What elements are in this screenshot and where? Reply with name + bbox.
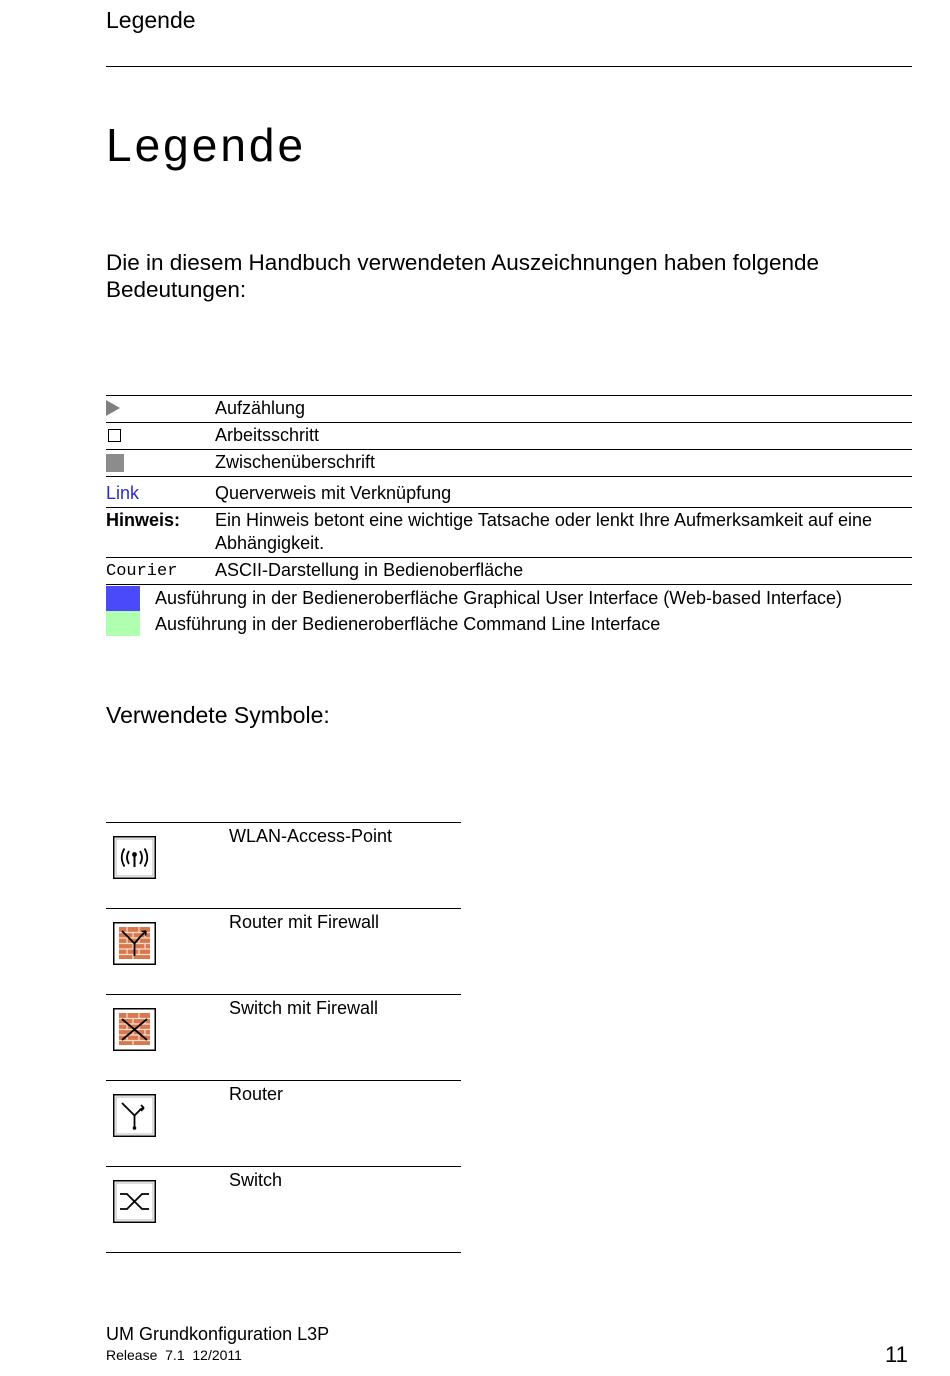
symbol-label: Router: [229, 1084, 284, 1104]
legend-row-bullet: [106, 395, 912, 422]
legend-desc: Ein Hinweis betont eine wichtige Tatsache oder lenkt Ihre Aufmerksamkeit auf eine Abhängigkeit.: [215, 510, 873, 553]
symbol-row: [106, 994, 461, 1080]
legend-desc: Querverweis mit Verknüpfung: [215, 483, 452, 503]
legend-desc: Ausführung in der Bedieneroberfläche Graphical User Interface (Web-based Interface): [155, 588, 843, 608]
legend-key-link[interactable]: Link: [106, 483, 140, 503]
intro-text: Die in diesem Handbuch verwendeten Auszeichnungen haben folgende Bedeutungen:: [106, 250, 820, 302]
wlan-access-point-icon: [113, 836, 156, 879]
symbol-label: Switch: [229, 1170, 283, 1190]
switch-firewall-icon: [113, 1008, 156, 1051]
legend-row-link: [106, 476, 912, 507]
footer-release: Release 7.1 12/2011: [106, 1347, 242, 1363]
page-number: 11: [885, 1342, 908, 1367]
router-icon: [113, 1094, 156, 1137]
gui-color-swatch: [106, 586, 140, 611]
legend-row-step: [106, 422, 912, 449]
symbols-table: [106, 822, 461, 1253]
footer-title: UM Grundkonfiguration L3P: [106, 1324, 330, 1344]
page-title: Legende: [106, 119, 307, 171]
legend-desc: Aufzählung: [215, 398, 306, 418]
symbol-label: Router mit Firewall: [229, 912, 380, 932]
legend-desc: Arbeitsschritt: [215, 425, 320, 445]
legend-desc: Zwischenüberschrift: [215, 452, 376, 472]
legend-key-courier: Courier: [106, 562, 178, 581]
legend-desc: ASCII-Darstellung in Bedienoberfläche: [215, 560, 524, 580]
switch-icon: [113, 1180, 156, 1223]
symbol-label: WLAN-Access-Point: [229, 826, 393, 846]
legend-row-subheading: [106, 449, 912, 476]
legend-row-cli: [106, 611, 912, 637]
gray-square-icon: [106, 454, 124, 472]
symbol-row: [106, 908, 461, 994]
symbol-row: [106, 1080, 461, 1166]
legend-desc: Ausführung in der Bedieneroberfläche Command Line Interface: [155, 614, 661, 634]
legend-row-courier: [106, 557, 912, 584]
legend-row-note: [106, 507, 912, 557]
symbol-label: Switch mit Firewall: [229, 998, 379, 1018]
symbol-row: [106, 1166, 461, 1253]
router-firewall-icon: [113, 922, 156, 965]
symbols-heading: Verwendete Symbole:: [106, 702, 330, 728]
cli-color-swatch: [106, 611, 140, 636]
running-header: Legende: [106, 7, 196, 33]
header-rule: [106, 66, 912, 67]
legend-key-note: Hinweis:: [106, 510, 181, 530]
symbol-row: [106, 822, 461, 908]
legend-table: [106, 395, 912, 637]
triangle-bullet-icon: [106, 400, 120, 416]
legend-row-gui: [106, 584, 912, 611]
checkbox-icon: [108, 429, 121, 442]
